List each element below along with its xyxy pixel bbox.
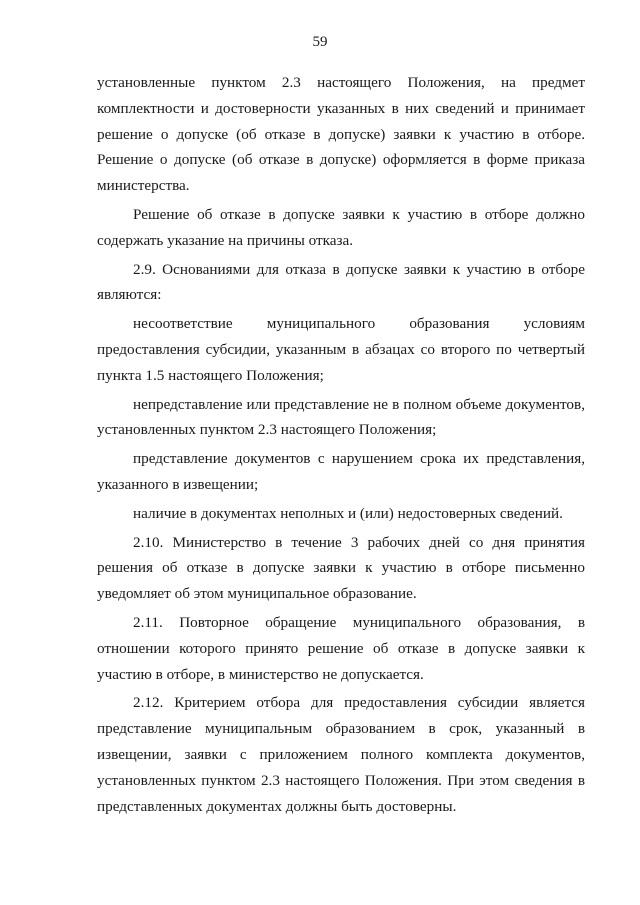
paragraph-2-10: 2.10. Министерство в течение 3 рабочих дней со дня принятия решения об отказе в допуске заявки к участию в отборе письменно уведомляет об этом муниципальное образование. [97, 533, 585, 603]
paragraph-continuation: установленные пунктом 2.3 настоящего Положения, на предмет комплектности и достоверности указанных в них сведений и принимает решение о допуске (об отказе в допуске) заявки к участию в отборе. Решение о допуске (об отказе в допуске) оформляется в форме приказа министерства. [97, 74, 585, 195]
paragraph-2-11: 2.11. Повторное обращение муниципального образования, в отношении которого принято решение об отказе в допуске заявки к участию в отборе, в министерство не допускается. [97, 613, 585, 683]
paragraph-ground-incomplete-docs: непредставление или представление не в полном объеме документов, установленных пунктом 2.3 настоящего Положения; [97, 395, 585, 439]
paragraph-refusal-reasons: Решение об отказе в допуске заявки к участию в отборе должно содержать указание на причины отказа. [97, 205, 585, 249]
paragraph-2-9: 2.9. Основаниями для отказа в допуске заявки к участию в отборе являются: [97, 260, 585, 304]
paragraph-ground-late-docs: представление документов с нарушением срока их представления, указанного в извещении; [97, 450, 585, 493]
paragraph-ground-false-info: наличие в документах неполных и (или) недостоверных сведений. [133, 504, 563, 522]
page-number: 59 [312, 34, 328, 50]
document-body [97, 70, 585, 822]
paragraph-2-12: 2.12. Критерием отбора для предоставления субсидии является представление муниципальным образованием в срок, указанный в извещении, заявки с приложением полного комплекта документов, установленных пунктом 2.3 настоящего Положения. При этом сведения в представленных документах должны быть достоверны. [97, 694, 585, 815]
paragraph-ground-noncompliance: несоответствие муниципального образования условиям предоставления субсидии, указанным в абзацах со второго по четвертый пункта 1.5 настоящего Положения; [97, 315, 585, 384]
